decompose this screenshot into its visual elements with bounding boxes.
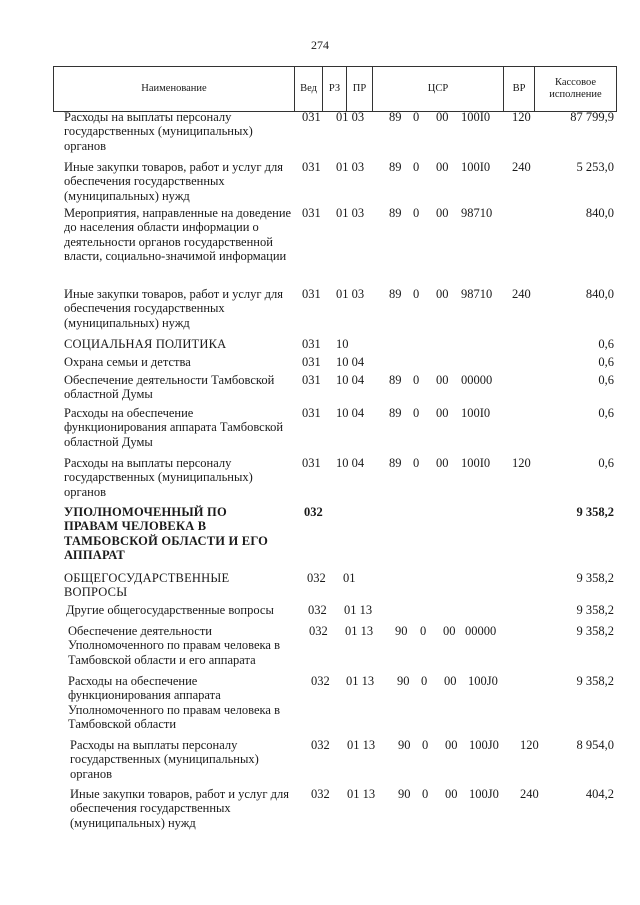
row-name: Охрана семьи и детства <box>64 355 191 369</box>
row-vr: 120 <box>520 738 539 752</box>
row-ved: 031 <box>302 373 321 387</box>
header-rz: РЗ <box>323 67 347 111</box>
row-csr-event: 00 <box>436 110 449 124</box>
row-csr-event: 00 <box>436 373 449 387</box>
row-amount: 9 358,2 <box>576 505 614 519</box>
row-ved: 032 <box>304 505 323 519</box>
row-ved: 031 <box>302 337 321 351</box>
row-csr-subprogram: 0 <box>413 406 420 420</box>
row-name: Расходы на выплаты персоналу государственных (муниципальных) органов <box>64 110 253 153</box>
row-csr-direction: 100J0 <box>468 674 498 688</box>
row-ved: 032 <box>309 624 328 638</box>
row-amount: 0,6 <box>598 373 614 387</box>
row-amount: 0,6 <box>598 456 614 470</box>
row-name: Обеспечение деятельности Уполномоченного по правам человека в Тамбовской области и его аппарата <box>68 624 280 667</box>
row-rzpr: 01 13 <box>347 738 376 752</box>
row-csr-program: 89 <box>389 160 402 174</box>
row-name: Обеспечение деятельности Тамбовской областной Думы <box>64 373 275 402</box>
row-name: Расходы на обеспечение функционирования аппарата Уполномоченного по правам человека в Тамбовской области <box>68 674 280 731</box>
row-ved: 032 <box>307 571 326 585</box>
row-name: УПОЛНОМОЧЕННЫЙ ПО ПРАВАМ ЧЕЛОВЕКА В ТАМБОВСКОЙ ОБЛАСТИ И ЕГО АППАРАТ <box>64 505 269 562</box>
table-header <box>53 66 617 112</box>
row-ved: 031 <box>302 160 321 174</box>
row-name: Расходы на выплаты персоналу государственных (муниципальных) органов <box>70 738 259 781</box>
row-rzpr: 10 <box>336 337 349 351</box>
row-csr-direction: 00000 <box>461 373 493 387</box>
row-amount: 404,2 <box>585 787 614 801</box>
row-csr-program: 89 <box>389 456 402 470</box>
row-amount: 0,6 <box>598 406 614 420</box>
row-amount: 9 358,2 <box>576 571 614 585</box>
row-rzpr: 01 13 <box>346 674 375 688</box>
row-vr: 120 <box>512 456 531 470</box>
row-vr: 240 <box>512 287 531 301</box>
row-csr-event: 00 <box>445 738 458 752</box>
row-csr-subprogram: 0 <box>413 373 420 387</box>
row-ved: 032 <box>308 603 327 617</box>
page-number: 274 <box>311 38 329 52</box>
row-csr-direction: 100I0 <box>461 110 491 124</box>
row-amount: 9 358,2 <box>576 674 614 688</box>
row-csr-subprogram: 0 <box>420 624 427 638</box>
row-rzpr: 01 03 <box>336 110 365 124</box>
row-csr-direction: 100J0 <box>469 738 499 752</box>
row-rzpr: 10 04 <box>336 456 365 470</box>
row-ved: 031 <box>302 110 321 124</box>
row-ved: 032 <box>311 674 330 688</box>
row-ved: 032 <box>311 787 330 801</box>
row-csr-event: 00 <box>436 406 449 420</box>
row-ved: 031 <box>302 456 321 470</box>
row-rzpr: 01 13 <box>347 787 376 801</box>
row-amount: 840,0 <box>585 287 614 301</box>
header-amount: Кассовое исполнение <box>549 77 602 100</box>
row-csr-event: 00 <box>443 624 456 638</box>
row-rzpr: 01 <box>343 571 356 585</box>
row-csr-program: 89 <box>389 206 402 220</box>
row-csr-subprogram: 0 <box>421 674 428 688</box>
row-ved: 032 <box>311 738 330 752</box>
header-csr: ЦСР <box>373 67 504 111</box>
row-csr-direction: 98710 <box>461 287 493 301</box>
header-pr: ПР <box>347 67 373 111</box>
row-ved: 031 <box>302 206 321 220</box>
row-amount: 840,0 <box>585 206 614 220</box>
row-rzpr: 01 13 <box>344 603 373 617</box>
row-csr-event: 00 <box>445 787 458 801</box>
row-rzpr: 10 04 <box>336 355 365 369</box>
row-rzpr: 01 13 <box>345 624 374 638</box>
row-csr-program: 89 <box>389 373 402 387</box>
row-rzpr: 10 04 <box>336 373 365 387</box>
row-csr-event: 00 <box>436 287 449 301</box>
header-ved: Вед <box>295 67 323 111</box>
row-name: Иные закупки товаров, работ и услуг для обеспечения государственных (муниципальных) нужд <box>64 287 284 330</box>
row-csr-event: 00 <box>436 160 449 174</box>
row-csr-subprogram: 0 <box>422 738 429 752</box>
row-rzpr: 01 03 <box>336 206 365 220</box>
row-rzpr: 01 03 <box>336 160 365 174</box>
row-rzpr: 01 03 <box>336 287 365 301</box>
row-amount: 5 253,0 <box>576 160 614 174</box>
row-name: Мероприятия, направленные на доведение до населения области информации о деятельности органов государственной власти, социально-значимой информации <box>64 206 292 263</box>
row-csr-program: 89 <box>389 406 402 420</box>
row-name: Иные закупки товаров, работ и услуг для обеспечения государственных (муниципальных) нужд <box>64 160 284 203</box>
row-csr-event: 00 <box>444 674 457 688</box>
row-csr-program: 90 <box>398 738 411 752</box>
row-csr-direction: 100I0 <box>461 456 491 470</box>
row-name: Расходы на выплаты персоналу государственных (муниципальных) органов <box>64 456 253 499</box>
row-csr-program: 89 <box>389 110 402 124</box>
row-name: Расходы на обеспечение функционирования аппарата Тамбовской областной Думы <box>64 406 284 449</box>
row-csr-program: 90 <box>395 624 408 638</box>
row-csr-subprogram: 0 <box>413 287 420 301</box>
row-csr-subprogram: 0 <box>422 787 429 801</box>
row-amount: 8 954,0 <box>576 738 614 752</box>
row-ved: 031 <box>302 287 321 301</box>
row-ved: 031 <box>302 406 321 420</box>
row-vr: 240 <box>512 160 531 174</box>
row-amount: 87 799,9 <box>570 110 614 124</box>
row-vr: 120 <box>512 110 531 124</box>
row-name: Другие общегосударственные вопросы <box>66 603 274 617</box>
row-csr-direction: 100I0 <box>461 406 491 420</box>
row-rzpr: 10 04 <box>336 406 365 420</box>
row-name: Иные закупки товаров, работ и услуг для обеспечения государственных (муниципальных) нужд <box>70 787 290 830</box>
row-amount: 9 358,2 <box>576 624 614 638</box>
row-csr-subprogram: 0 <box>413 110 420 124</box>
row-csr-direction: 100I0 <box>461 160 491 174</box>
row-csr-program: 90 <box>398 787 411 801</box>
row-csr-program: 90 <box>397 674 410 688</box>
row-csr-direction: 98710 <box>461 206 493 220</box>
row-csr-event: 00 <box>436 206 449 220</box>
header-name: Наименование <box>54 67 295 111</box>
row-amount: 0,6 <box>598 337 614 351</box>
row-csr-subprogram: 0 <box>413 160 420 174</box>
row-csr-direction: 00000 <box>465 624 497 638</box>
row-name: ОБЩЕГОСУДАРСТВЕННЫЕ ВОПРОСЫ <box>64 571 230 600</box>
row-csr-subprogram: 0 <box>413 456 420 470</box>
header-vr: ВР <box>504 67 535 111</box>
row-amount: 9 358,2 <box>576 603 614 617</box>
row-amount: 0,6 <box>598 355 614 369</box>
row-csr-program: 89 <box>389 287 402 301</box>
row-csr-subprogram: 0 <box>413 206 420 220</box>
row-name: СОЦИАЛЬНАЯ ПОЛИТИКА <box>64 337 227 351</box>
row-csr-event: 00 <box>436 456 449 470</box>
row-csr-direction: 100J0 <box>469 787 499 801</box>
row-vr: 240 <box>520 787 539 801</box>
row-ved: 031 <box>302 355 321 369</box>
